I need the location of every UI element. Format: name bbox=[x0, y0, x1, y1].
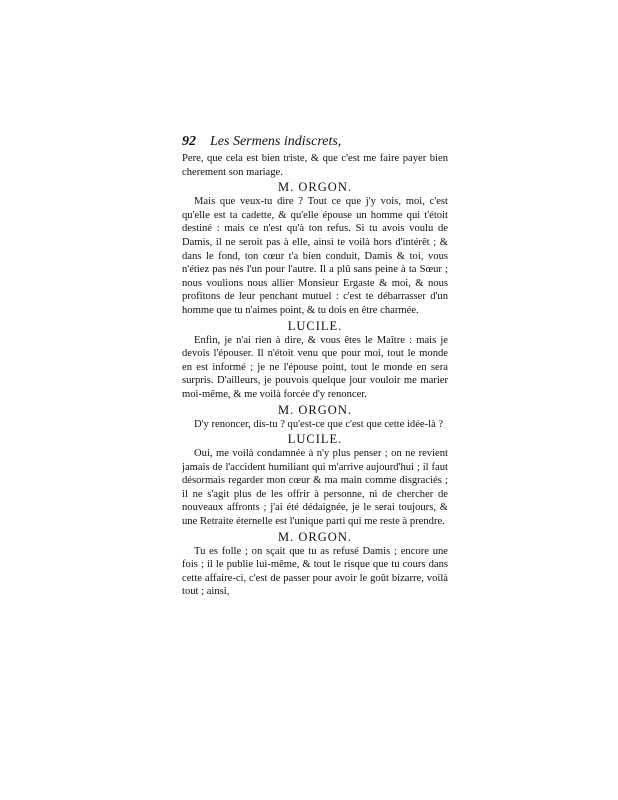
page-number: 92 bbox=[182, 134, 196, 149]
speaker-name: M. ORGON. bbox=[278, 180, 352, 195]
speaker-name: LUCILE. bbox=[287, 432, 343, 447]
dialogue-paragraph: Enfin, je n'ai rien à dire, & vous êtes le Maître : mais je devois l'épouser. Il n'étoit venu que pour moi, tout le monde en est informé ; je ne l'épouse point, tout le monde en sera surpris. D'ailleurs, je pouvois quelque jour vouloir me marier moi-même, & me voilà forcée d'y renoncer. bbox=[182, 334, 448, 400]
running-title: Les Sermens indiscrets, bbox=[210, 134, 342, 149]
speaker-name: M. ORGON. bbox=[278, 529, 352, 544]
book-page bbox=[182, 133, 448, 599]
speaker-name: M. ORGON. bbox=[278, 402, 352, 417]
dialogue-paragraph: Mais que veux-tu dire ? Tout ce que j'y vois, moi, c'est qu'elle est ta cadette, & qu'elle épouse un homme qui t'étoit destiné : mais ce n'est qu'à ton refus. Si tu avois voulu de Damis, il ne seroit pas à elle, ainsi te voilà hors d'intérêt ; & dans le fond, ton cœur t'a bien conduit, Damis & toi, vous n'étiez pas nés l'un pour l'autre. Il a plû sans peine à ta Sœur ; nous voulions nous allier Monsieur Ergaste & moi, & nous profitons de leur penchant mutuel : c'est te débarrasser d'un homme que tu n'aimes point, & tu dois en être charmée. bbox=[182, 196, 448, 316]
page-body bbox=[182, 152, 448, 599]
dialogue-paragraph: Pere, que cela est bien triste, & que c'est me faire payer bien cherement son mariage. bbox=[182, 153, 448, 178]
page-header bbox=[182, 133, 448, 151]
dialogue-paragraph: Tu es folle ; on sçait que tu as refusé Damis ; encore une fois ; il le publie lui-même, & tout le risque que tu cours dans cette affaire-ci, c'est de passer pour avoir le goût bizarre, voilà tout ; ainsi, bbox=[182, 545, 448, 598]
speaker-name: LUCILE. bbox=[287, 318, 343, 333]
dialogue-paragraph: D'y renoncer, dis-tu ? qu'est-ce que c'est que cette idée-là ? bbox=[194, 418, 444, 430]
dialogue-paragraph: Oui, me voilà condamnée à n'y plus penser ; on ne revient jamais de l'accident humiliant qui m'arrive aujourd'hui ; il faut désormais regarder mon cœur & ma main comme disgraciés ; il ne s'agit plus de les offrir à personne, ni de chercher de nouveaux affronts ; j'ai été dédaignée, je le serai toujours, & une Retraite éternelle est l'unique parti qui me reste à prendre. bbox=[182, 448, 448, 528]
